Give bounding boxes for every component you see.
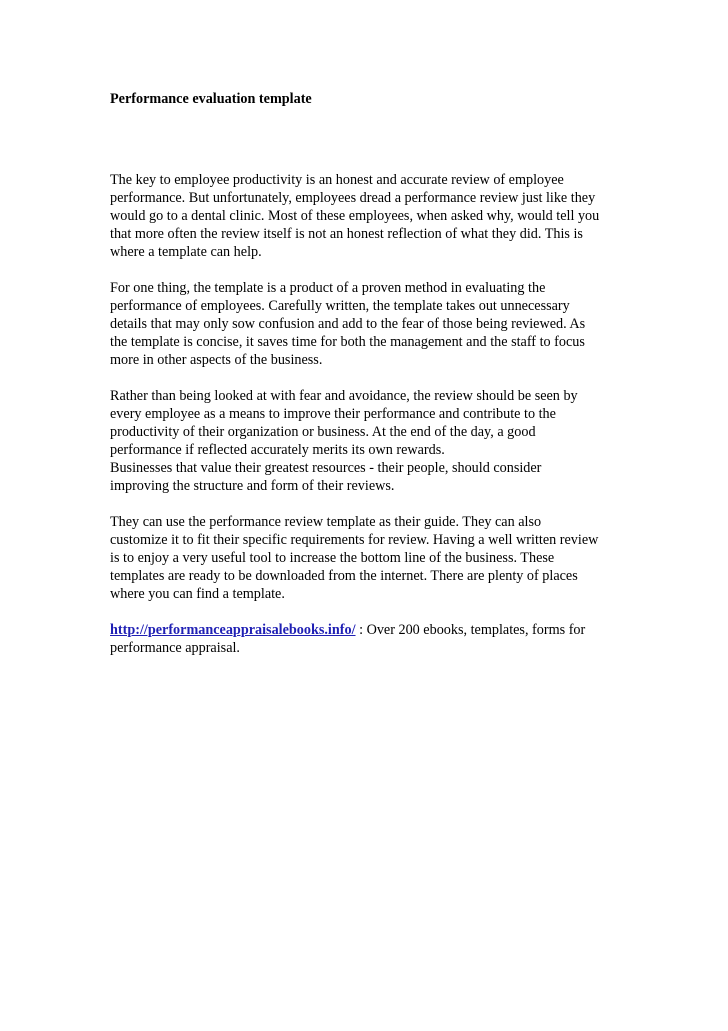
paragraph-template-benefits <box>110 279 630 369</box>
text-line: is to enjoy a very useful tool to increase the bottom line of the business. These <box>110 550 555 566</box>
text-line: where you can find a template. <box>110 586 285 602</box>
text-line: productivity of their organization or business. At the end of the day, a good <box>110 424 536 440</box>
ebooks-link[interactable]: http://performanceappraisalebooks.info/ <box>110 622 356 638</box>
document-title: Performance evaluation template <box>110 91 312 107</box>
text-line: templates are ready to be downloaded from the internet. There are plenty of places <box>110 568 578 584</box>
text-line: every employee as a means to improve their performance and contribute to the <box>110 406 556 422</box>
text-line: customize it to fit their specific requirements for review. Having a well written review <box>110 532 599 548</box>
text-line: performance appraisal. <box>110 640 240 656</box>
document-body <box>110 171 630 675</box>
text-line: improving the structure and form of their reviews. <box>110 478 395 494</box>
text-line: The key to employee productivity is an honest and accurate review of employee <box>110 172 564 188</box>
text-line: that more often the review itself is not an honest reflection of what they did. This is <box>110 226 583 242</box>
text-line <box>110 621 630 639</box>
text-line: Rather than being looked at with fear and avoidance, the review should be seen by <box>110 388 578 404</box>
text-line: Businesses that value their greatest resources - their people, should consider <box>110 460 542 476</box>
link-description: : Over 200 ebooks, templates, forms for <box>355 622 586 638</box>
text-line: more in other aspects of the business. <box>110 352 323 368</box>
text-line: would go to a dental clinic. Most of these employees, when asked why, would tell you <box>110 208 600 224</box>
paragraph-footer-link <box>110 621 630 657</box>
text-line: For one thing, the template is a product of a proven method in evaluating the <box>110 280 546 296</box>
text-line: They can use the performance review template as their guide. They can also <box>110 514 542 530</box>
paragraph-template-usage <box>110 513 630 603</box>
text-line: performance. But unfortunately, employees dread a performance review just like they <box>110 190 596 206</box>
text-line: performance of employees. Carefully written, the template takes out unnecessary <box>110 298 570 314</box>
text-line: performance if reflected accurately merits its own rewards. <box>110 442 445 458</box>
paragraph-review-perception <box>110 387 630 495</box>
text-line: the template is concise, it saves time for both the management and the staff to focus <box>110 334 585 350</box>
paragraph-intro <box>110 171 630 261</box>
text-line: details that may only sow confusion and add to the fear of those being reviewed. As <box>110 316 586 332</box>
text-line: where a template can help. <box>110 244 262 260</box>
